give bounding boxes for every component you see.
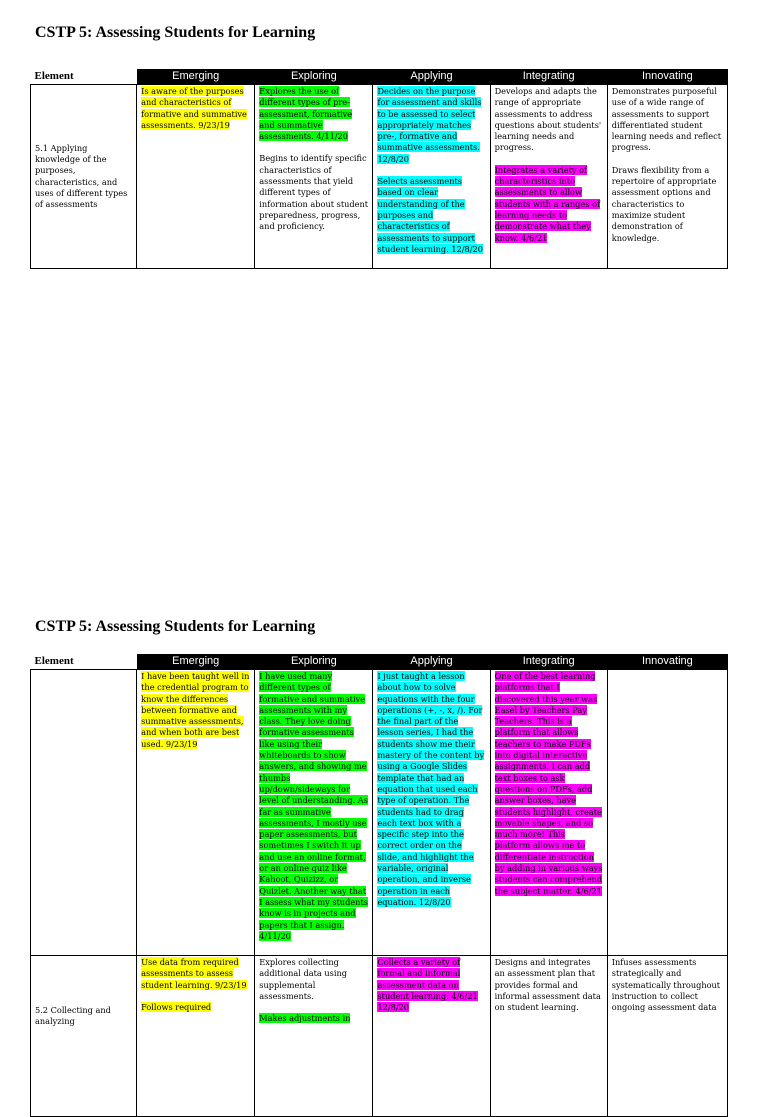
element-cell: [31, 85, 137, 269]
header-integrating: Integrating: [490, 654, 607, 670]
exploring-cell: [255, 85, 373, 269]
header-innovating: Innovating: [607, 654, 727, 670]
highlighted-text: I have been taught well in the credential program to know the differences between formative and summative assessments, and when both are best used. 9/23/19: [141, 671, 250, 749]
element-cell: [31, 956, 137, 1117]
header-exploring: Exploring: [255, 69, 373, 85]
highlighted-text: Makes adjustments in: [259, 1013, 351, 1024]
highlighted-text: I just taught a lesson about how to solve equations with the four operations (+, -, x, /). For the final part of the lesson series, I had the students show me their mastery of the content by using a Google Slides template that had an equation that used each type of operation. The students had to drag each text box with a specific step into the correct order on the slide, and highlight the variable, original operation, and inverse operation in each equation. 12/8/20: [377, 671, 485, 907]
element-label: 5.2 Collecting and analyzing: [35, 1005, 111, 1027]
cell-text: [377, 86, 485, 165]
header-exploring: Exploring: [255, 654, 373, 670]
cell-text: Develops and adapts the range of appropriate assessments to address questions about students' learning needs and progress.: [494, 86, 602, 153]
emerging-cell: [137, 85, 255, 269]
cell-text: [141, 86, 250, 131]
highlighted-text: Is aware of the purposes and characteristics of formative and summative assessments. 9/23/19: [141, 86, 247, 130]
rubric-header-row: [31, 69, 728, 85]
highlighted-text: One of the best learning platforms that I discovered this year was Easel by Teachers Pay Teachers. This is a platform that allows teachers to make PDFs into digital interactive assignments. I can add text boxes to ask questions on PDFs, add answer boxes, have students highlight, create movable shapes, and so much more! This platform allows me to differentiate instruction by adding in various ways students can comprehend the subject matter. 4/6/21: [494, 671, 603, 896]
element-label: 5.1 Applying knowledge of the purposes, characteristics, and uses of different types of assessments: [35, 142, 128, 210]
highlighted-text: Collects a variety of formal and informal assessment data on student learning. 4/6/21 12/8/20: [377, 957, 478, 1013]
header-applying: Applying: [373, 69, 490, 85]
innovating-cell: [607, 956, 727, 1117]
highlighted-text: Decides on the purpose for assessment and skills to be assessed to select appropriately matches pre-, formative and summative assessments. 12/8/20: [377, 86, 482, 164]
highlighted-text: Use data from required assessments to assess student learning. 9/23/19: [141, 957, 247, 990]
integrating-cell: [490, 670, 607, 956]
highlighted-text: Explores the use of different types of pre-assessment, formative and summative assessments. 4/11/20: [259, 86, 353, 142]
cell-text: [259, 671, 368, 942]
header-applying: Applying: [373, 654, 490, 670]
cell-text: Infuses assessments strategically and systematically throughout instruction to collect ongoing assessment data: [611, 957, 721, 1013]
highlighted-text: I have used many different types of formative and summative assessments with my class. They love doing formative assessments like using their whiteboards to show answers, and showing me thumbs up/down/sideways for level of understanding. As far as summative assessments, I mostly use paper assessments, but sometimes I switch it up and use an online format, or an online quiz like Kahoot, Quizizz, or Quizlet. Another way that I assess what my students know is in projects and papers that I assign. 4/11/20: [259, 671, 368, 941]
highlighted-text: Integrates a variety of characteristics into assessments to allow students with a ranges of learning needs to demonstrate what they know. 4/6/21: [494, 164, 601, 243]
emerging-cell: [137, 956, 255, 1117]
table-row: [31, 85, 728, 269]
header-emerging: Emerging: [137, 654, 255, 670]
element-cell: [31, 670, 137, 956]
rubric-table: [30, 69, 728, 269]
cell-text: [495, 165, 603, 244]
cell-text: Designs and integrates an assessment plan that provides formal and informal assessment data on student learning.: [494, 957, 601, 1013]
integrating-cell: [490, 956, 607, 1117]
cell-text: [377, 671, 485, 908]
cell-text: [377, 957, 485, 1013]
header-innovating: Innovating: [607, 69, 727, 85]
applying-cell: [373, 85, 490, 269]
header-element: Element: [31, 69, 137, 85]
cell-text: [141, 1002, 250, 1013]
integrating-cell: [490, 85, 607, 269]
highlighted-text: Follows required: [141, 1001, 212, 1012]
cell-text: Begins to identify specific characteristics of assessments that yield different types of information about student preparedness, progress, and proficiency.: [259, 153, 369, 232]
cell-text: [141, 671, 250, 750]
innovating-cell: [607, 670, 727, 956]
rubric-header-row: [31, 654, 728, 670]
header-element: Element: [31, 654, 137, 670]
exploring-cell: [255, 670, 373, 956]
table-row: [31, 670, 728, 956]
page-title: CSTP 5: Assessing Students for Learning: [35, 618, 316, 635]
applying-cell: [373, 670, 490, 956]
applying-cell: [373, 956, 490, 1117]
header-integrating: Integrating: [490, 69, 607, 85]
cell-text: [377, 176, 485, 255]
cell-text: [141, 957, 250, 991]
cell-text: [259, 1013, 368, 1024]
header-emerging: Emerging: [137, 69, 255, 85]
rubric-table: [30, 654, 728, 1117]
exploring-cell: [255, 956, 373, 1117]
emerging-cell: [137, 670, 255, 956]
cell-text: Explores collecting additional data using supplemental assessments.: [259, 957, 347, 1001]
innovating-cell: [607, 85, 727, 269]
cell-text: Demonstrates purposeful use of a wide range of assessments to support differentiated student learning needs and reflect progress.: [611, 86, 721, 153]
table-row: [31, 956, 728, 1117]
page-title: CSTP 5: Assessing Students for Learning: [35, 24, 316, 41]
cell-text: [495, 671, 603, 897]
highlighted-text: Selects assessments based on clear understanding of the purposes and characteristics of assessments to support student learning. 12/8/20: [377, 176, 483, 254]
cell-text: [259, 86, 368, 142]
cell-text: Draws flexibility from a repertoire of appropriate assessment options and characteristics to maximize student demonstration of knowledge.: [611, 164, 717, 243]
